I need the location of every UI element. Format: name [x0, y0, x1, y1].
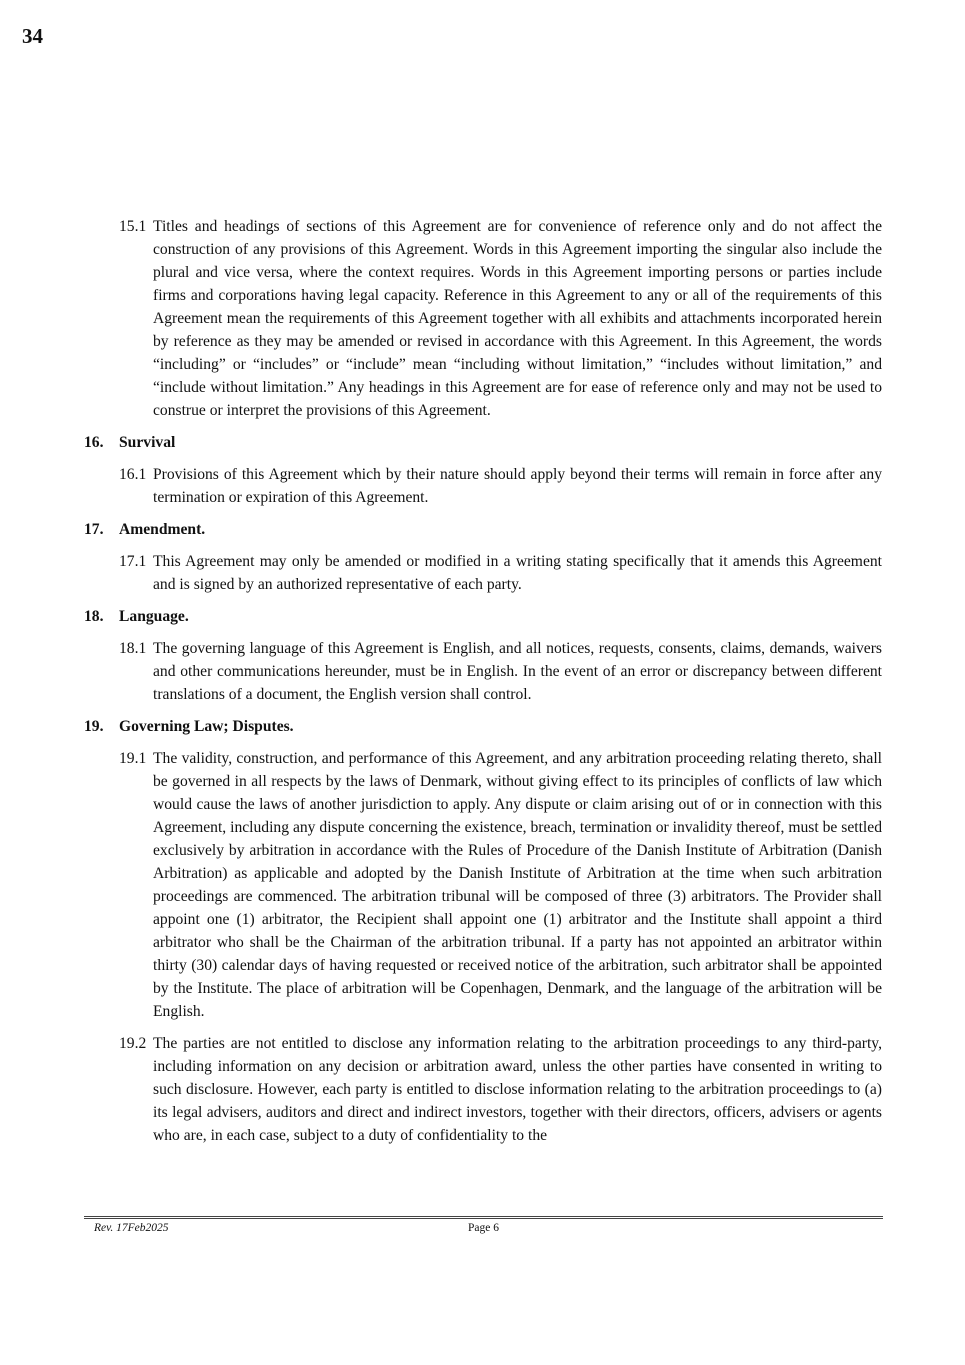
- clause-17-1: [119, 550, 882, 596]
- footer-divider: [84, 1216, 883, 1219]
- clause-text: This Agreement may only be amended or modified in a writing stating specifically that it amends this Agreement and is signed by an authorized representative of each party.: [153, 553, 882, 593]
- section-heading-language: [84, 605, 882, 628]
- clause-15-1: [119, 215, 882, 422]
- document-body: [84, 215, 882, 1147]
- section-number: 16.: [84, 434, 104, 451]
- clause-text: Provisions of this Agreement which by their nature should apply beyond their terms will remain in force after any termination or expiration of this Agreement.: [153, 466, 882, 506]
- clause-18-1: [119, 637, 882, 706]
- clause-19-2: [119, 1032, 882, 1147]
- clause-number: 18.1: [119, 640, 147, 657]
- footer-revision: Rev. 17Feb2025: [94, 1222, 169, 1234]
- page-number: 34: [22, 24, 43, 48]
- section-title: Language.: [119, 608, 189, 625]
- footer-page-label: Page 6: [468, 1222, 499, 1234]
- clause-text: The governing language of this Agreement is English, and all notices, requests, consents, claims, demands, waivers and other communications hereunder, must be in English. In the event of an error or discrepancy between different translations of a document, the English version shall control.: [153, 640, 882, 703]
- section-heading-governing-law: [84, 715, 882, 738]
- clause-text: The validity, construction, and performance of this Agreement, and any arbitration proceeding relating thereto, shall be governed in all respects by the laws of Denmark, without giving effect to its principles of conflicts of law which would cause the laws of another jurisdiction to apply. Any dispute or claim arising out of or in connection with this Agreement, including any dispute concerning the existence, breach, termination or invalidity thereof, must be settled exclusively by arbitration in accordance with the Rules of Procedure of the Danish Institute of Arbitration (Danish Arbitration) as applicable and adopted by the Danish Institute of Arbitration at the time when such arbitration proceedings are commenced. The arbitration tribunal will be composed of three (3) arbitrators. The Provider shall appoint one (1) arbitrator, the Recipient shall appoint one (1) arbitrator and the Institute shall appoint a third arbitrator who shall be the Chairman of the arbitration tribunal. If a party has not appointed an arbitrator within thirty (30) calendar days of having requested or received notice of the arbitration, such arbitrator shall be appointed by the Institute. The place of arbitration will be Copenhagen, Denmark, and the language of the arbitration will be English.: [153, 750, 882, 1020]
- section-title: Survival: [119, 434, 176, 451]
- section-heading-survival: [84, 431, 882, 454]
- section-number: 19.: [84, 718, 104, 735]
- clause-text: Titles and headings of sections of this Agreement are for convenience of reference only and do not affect the construction of any provisions of this Agreement. Words in this Agreement importing the singular also include the plural and vice versa, where the context requires. Words in this Agreement importing persons or parties include firms and corporations having legal capacity. Reference in this Agreement to any or all of the requirements of this Agreement mean the requirements of this Agreement together with all exhibits and attachments incorporated herein by reference as they may be amended or revised in accordance with this Agreement. In this Agreement, the words “including” or “includes” or “include” mean “including without limitation,” “includes without limitation,” and “include without limitation.” Any headings in this Agreement are for ease of reference only and may not be used to construe or interpret the provisions of this Agreement.: [153, 218, 882, 419]
- clause-number: 15.1: [119, 218, 147, 235]
- clause-text: The parties are not entitled to disclose any information relating to the arbitration proceedings to any third-party, including information on any decision or arbitration award, unless the other parties have consented in writing to such disclosure. However, each party is entitled to disclose information relating to the arbitration proceedings to (a) its legal advisers, auditors and direct and indirect investors, together with their directors, officers, advisers or agents who are, in each case, subject to a duty of confidentiality to the: [153, 1035, 882, 1144]
- section-number: 18.: [84, 608, 104, 625]
- clause-number: 19.1: [119, 750, 147, 767]
- section-number: 17.: [84, 521, 104, 538]
- section-title: Amendment.: [119, 521, 206, 538]
- section-title: Governing Law; Disputes.: [119, 718, 294, 735]
- clause-number: 16.1: [119, 466, 147, 483]
- section-heading-amendment: [84, 518, 882, 541]
- clause-16-1: [119, 463, 882, 509]
- clause-number: 17.1: [119, 553, 147, 570]
- clause-19-1: [119, 747, 882, 1023]
- clause-number: 19.2: [119, 1035, 147, 1052]
